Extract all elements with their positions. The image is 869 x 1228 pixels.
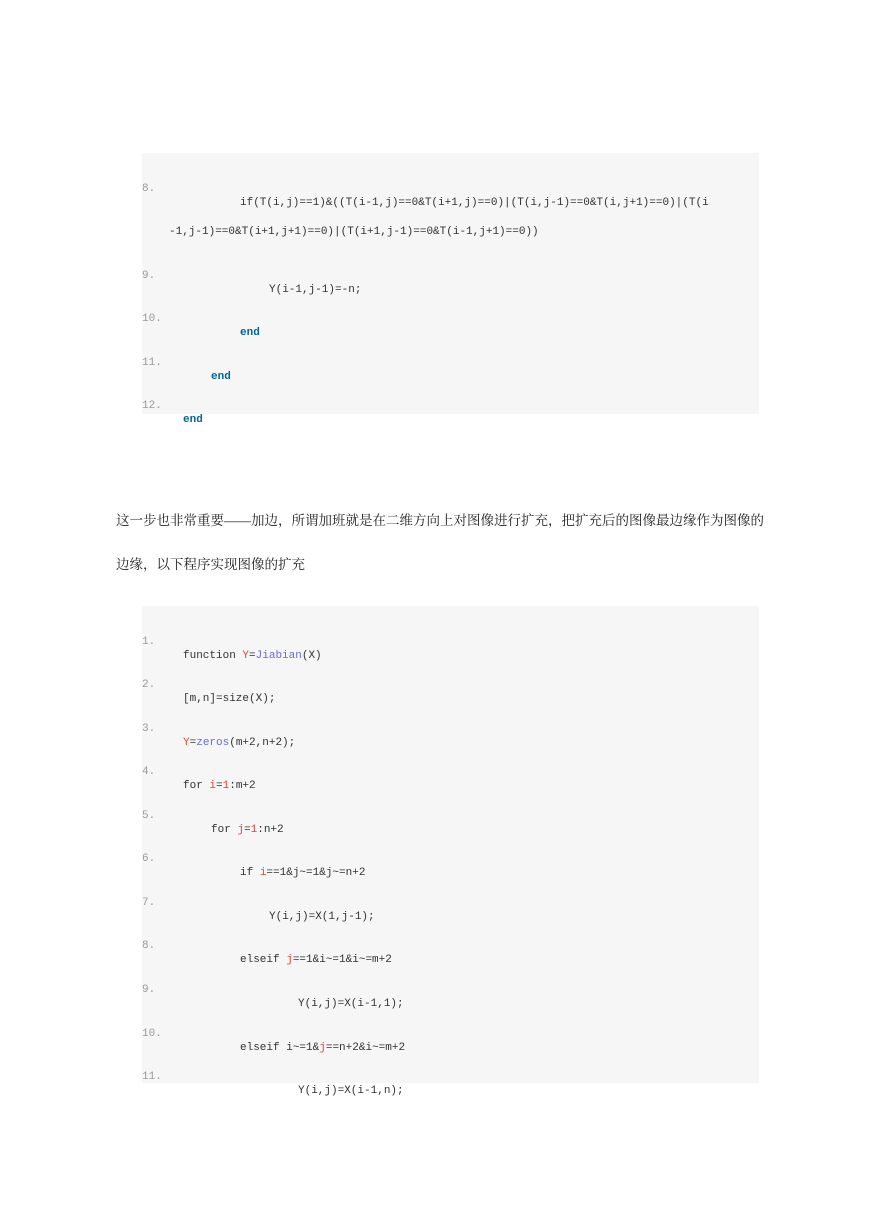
code-text: elseif j==1&i~=1&i~=m+2 (240, 954, 392, 966)
line-number: 11. (142, 1071, 162, 1083)
keyword-end: end (240, 327, 260, 339)
keyword-end: end (183, 414, 203, 426)
code-text: for i=1:m+2 (183, 780, 256, 792)
code-text: Y=zeros(m+2,n+2); (183, 737, 296, 749)
code-text: elseif i~=1&j==n+2&i~=m+2 (240, 1042, 406, 1054)
code-text: [m,n]=size(X); (183, 693, 276, 705)
line-number: 7. (142, 897, 156, 909)
code-text: Y(i,j)=X(i-1,n); (298, 1085, 404, 1097)
line-number: 1. (142, 636, 156, 648)
code-block-2 (142, 606, 759, 1097)
code-text: Y(i-1,j-1)=-n; (269, 284, 362, 296)
line-number: 5. (142, 810, 156, 822)
code-line (142, 1056, 759, 1112)
code-block-1 (142, 153, 759, 426)
code-text: Y(i,j)=X(i-1,1); (298, 998, 404, 1010)
line-number: 8. (142, 183, 156, 195)
code-text: Y(i,j)=X(1,j-1); (269, 911, 375, 923)
line-number: 2. (142, 679, 156, 691)
code-line-wrap (142, 211, 759, 253)
line-number: 9. (142, 270, 156, 282)
line-number: 9. (142, 984, 156, 996)
paragraph-line-2: 边缘，以下程序实现图像的扩充 (116, 557, 305, 572)
line-number: 10. (142, 1028, 162, 1040)
code-text: for j=1:n+2 (211, 824, 284, 836)
keyword-end: end (211, 371, 231, 383)
line-number: 6. (142, 853, 156, 865)
line-number: 10. (142, 313, 162, 325)
code-text: if i==1&j~=1&j~=n+2 (240, 867, 366, 879)
code-line (142, 385, 759, 441)
code-text: function Y=Jiabian(X) (183, 650, 322, 662)
line-number: 4. (142, 766, 156, 778)
line-number: 11. (142, 357, 162, 369)
line-number: 3. (142, 723, 156, 735)
paragraph-line-1: 这一步也非常重要——加边，所谓加班就是在二维方向上对图像进行扩充，把扩充后的图像最边缘作为图像的 (116, 513, 764, 528)
code-text: -1,j-1)==0&T(i+1,j+1)==0)|(T(i+1,j-1)==0&T(i-1,j+1)==0)) (169, 226, 539, 238)
line-number: 12. (142, 400, 162, 412)
code-text: if(T(i,j)==1)&((T(i-1,j)==0&T(i+1,j)==0)|(T(i,j-1)==0&T(i,j+1)==0)|(T(i (240, 197, 709, 209)
line-number: 8. (142, 940, 156, 952)
